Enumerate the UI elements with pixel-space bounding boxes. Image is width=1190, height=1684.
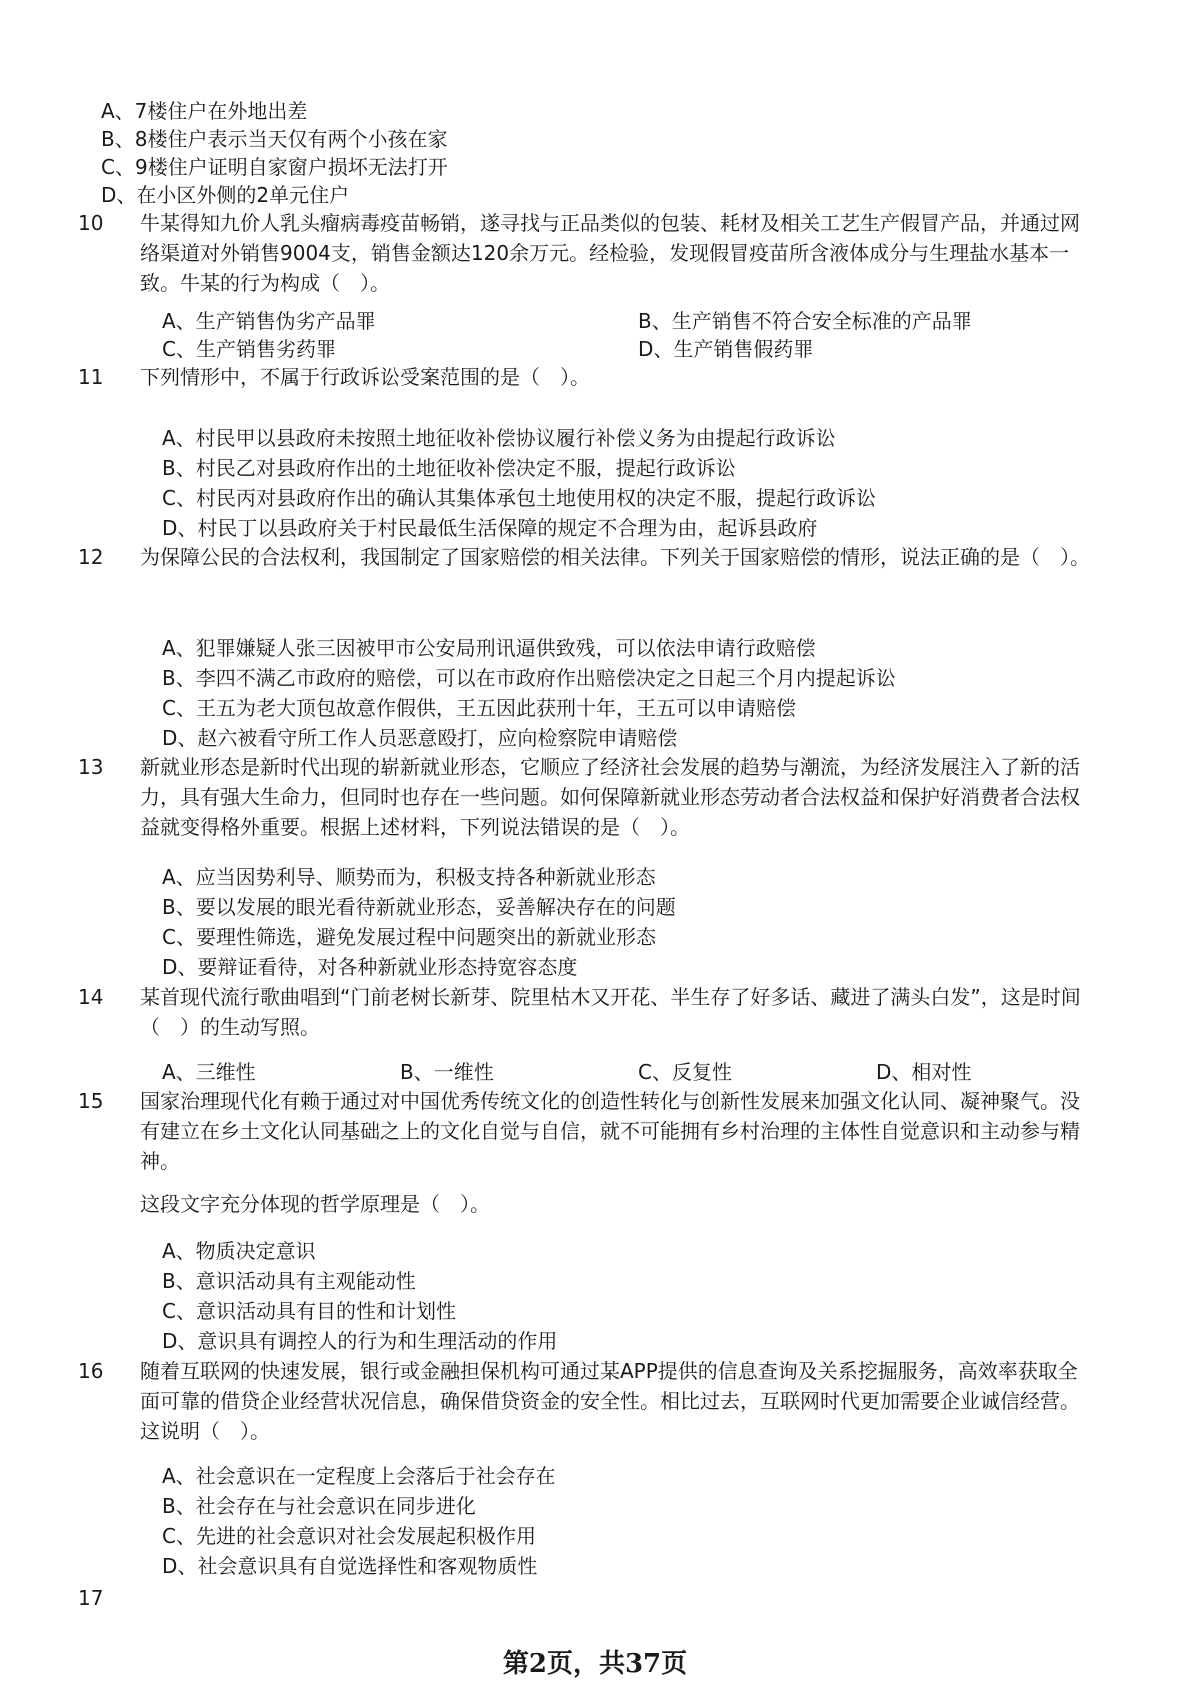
q10-stem: 牛某得知九价人乳头瘤病毒疫苗畅销，遂寻找与正品类似的包装、耗材及相关工艺生产假冒产品，并通过网络渠道对外销售9004支，销售金额达120余万元。经检验，发现假冒疫苗所含液体成分与生理盐水基本一致。牛某的行为构成（ ）。 <box>140 211 1080 295</box>
q13-option-b: B、要以发展的眼光看待新就业形态，妥善解决存在的问题 <box>162 895 676 919</box>
q11-number: 11 <box>78 365 104 389</box>
q14-stem: 某首现代流行歌曲唱到“门前老树长新芽、院里枯木又开花、半生存了好多话、藏进了满头白发”，这是时间（ ）的生动写照。 <box>140 985 1081 1039</box>
q12-option-d: D、赵六被看守所工作人员恶意殴打，应向检察院申请赔偿 <box>162 726 678 750</box>
q15-option-a: A、物质决定意识 <box>162 1239 316 1263</box>
q15-option-c: C、意识活动具有目的性和计划性 <box>162 1299 456 1323</box>
q13-number: 13 <box>78 755 104 779</box>
q13-option-a: A、应当因势利导、顺势而为，积极支持各种新就业形态 <box>162 865 656 889</box>
q16-option-b: B、社会存在与社会意识在同步进化 <box>162 1494 476 1518</box>
q15-option-d: D、意识具有调控人的行为和生理活动的作用 <box>162 1329 558 1353</box>
q16-stem: 随着互联网的快速发展，银行或金融担保机构可通过某APP提供的信息查询及关系挖掘服务，高效率获取全面可靠的借贷企业经营状况信息，确保借贷资金的安全性。相比过去，互联网时代更加需要企业诚信经营。这说明（ ）。 <box>140 1359 1080 1443</box>
q10-option-d: D、生产销售假药罪 <box>638 337 814 361</box>
q14-option-c: C、反复性 <box>638 1060 732 1084</box>
q14-option-a: A、三维性 <box>162 1060 256 1084</box>
page-footer: 第2页，共37页 <box>502 1649 688 1679</box>
q14-number: 14 <box>78 985 104 1009</box>
q12-option-c: C、王五为老大顶包故意作假供，王五因此获刑十年，王五可以申请赔偿 <box>162 696 796 720</box>
q12-option-a: A、犯罪嫌疑人张三因被甲市公安局刑讯逼供致残，可以依法申请行政赔偿 <box>162 636 816 660</box>
q9-option-b: B、8楼住户表示当天仅有两个小孩在家 <box>101 127 448 151</box>
q15-option-b: B、意识活动具有主观能动性 <box>162 1269 416 1293</box>
q15-number: 15 <box>78 1089 104 1113</box>
q11-option-b: B、村民乙对县政府作出的土地征收补偿决定不服，提起行政诉讼 <box>162 456 736 480</box>
q10-option-b: B、生产销售不符合安全标准的产品罪 <box>638 309 972 333</box>
q11-option-a: A、村民甲以县政府未按照土地征收补偿协议履行补偿义务为由提起行政诉讼 <box>162 426 836 450</box>
q13-option-d: D、要辩证看待，对各种新就业形态持宽容态度 <box>162 955 578 979</box>
q9-option-c: C、9楼住户证明自家窗户损坏无法打开 <box>101 155 448 179</box>
q12-option-b: B、李四不满乙市政府的赔偿，可以在市政府作出赔偿决定之日起三个月内提起诉讼 <box>162 666 896 690</box>
q15-prompt: 这段文字充分体现的哲学原理是（ ）。 <box>140 1192 490 1216</box>
q9-option-d: D、在小区外侧的2单元住户 <box>101 183 350 207</box>
q16-option-d: D、社会意识具有自觉选择性和客观物质性 <box>162 1554 538 1578</box>
q11-option-d: D、村民丁以县政府关于村民最低生活保障的规定不合理为由，起诉县政府 <box>162 516 818 540</box>
q11-option-c: C、村民丙对县政府作出的确认其集体承包土地使用权的决定不服，提起行政诉讼 <box>162 486 876 510</box>
q13-stem: 新就业形态是新时代出现的崭新就业形态，它顺应了经济社会发展的趋势与潮流，为经济发展注入了新的活力，具有强大生命力，但同时也存在一些问题。如何保障新就业形态劳动者合法权益和保护好消费者合法权益就变得格外重要。根据上述材料，下列说法错误的是（ ）。 <box>140 755 1080 839</box>
q10-number: 10 <box>78 211 104 235</box>
q16-option-c: C、先进的社会意识对社会发展起积极作用 <box>162 1524 536 1548</box>
q12-number: 12 <box>78 545 104 569</box>
q17-number: 17 <box>78 1586 104 1610</box>
q16-option-a: A、社会意识在一定程度上会落后于社会存在 <box>162 1464 556 1488</box>
q14-option-d: D、相对性 <box>876 1060 972 1084</box>
q10-option-c: C、生产销售劣药罪 <box>162 337 336 361</box>
q11-stem: 下列情形中，不属于行政诉讼受案范围的是（ ）。 <box>140 365 590 389</box>
q10-option-a: A、生产销售伪劣产品罪 <box>162 309 376 333</box>
q12-stem: 为保障公民的合法权利，我国制定了国家赔偿的相关法律。下列关于国家赔偿的情形，说法正确的是（ ）。 <box>140 545 1090 569</box>
q15-stem: 国家治理现代化有赖于通过对中国优秀传统文化的创造性转化与创新性发展来加强文化认同、凝神聚气。没有建立在乡土文化认同基础之上的文化自觉与自信，就不可能拥有乡村治理的主体性自觉意识和主动参与精神。 <box>140 1089 1080 1173</box>
q9-option-a: A、7楼住户在外地出差 <box>101 99 308 123</box>
q13-option-c: C、要理性筛选，避免发展过程中问题突出的新就业形态 <box>162 925 656 949</box>
q16-number: 16 <box>78 1359 104 1383</box>
q14-option-b: B、一维性 <box>400 1060 494 1084</box>
